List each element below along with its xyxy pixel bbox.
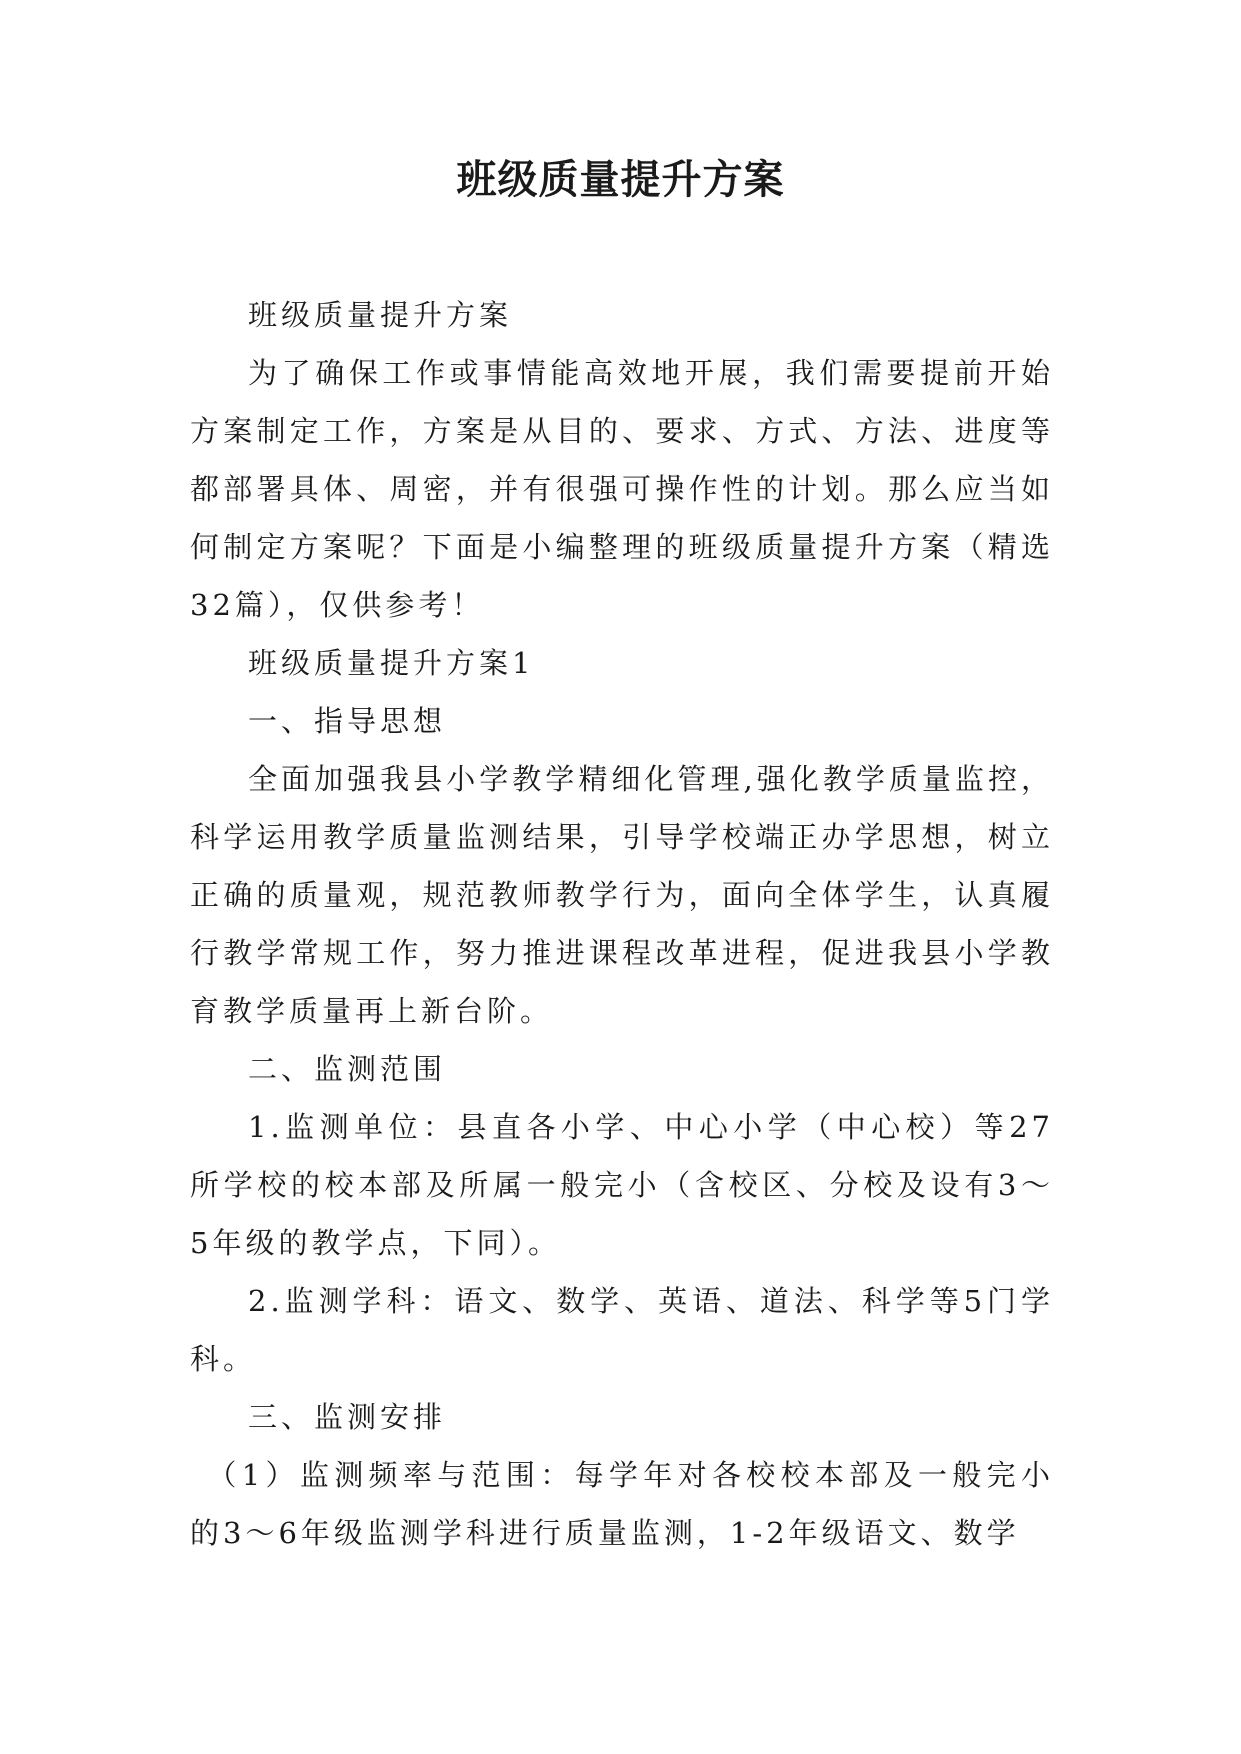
paragraph-subtitle: 班级质量提升方案: [248, 298, 513, 332]
paragraph-monitoring-frequency: （1）监测频率与范围：每学年对各校校本部及一般完小的3～6年级监测学科进行质量监测，1-2年级语文、数学: [190, 1458, 1054, 1550]
paragraph-heading-monitoring-scope: 二、监测范围: [248, 1052, 447, 1086]
paragraph-monitoring-subjects: 2.监测学科：语文、数学、英语、道法、科学等5门学科。: [190, 1284, 1054, 1376]
paragraph-heading-monitoring-arrangement: 三、监测安排: [248, 1400, 447, 1434]
paragraph-intro: 为了确保工作或事情能高效地开展，我们需要提前开始方案制定工作，方案是从目的、要求、方式、方法、进度等都部署具体、周密，并有很强可操作性的计划。那么应当如何制定方案呢？下面是小编整理的班级质量提升方案（精选32篇），仅供参考！: [190, 356, 1054, 622]
document-title: 班级质量提升方案: [456, 156, 785, 203]
document-body: [190, 286, 1054, 1562]
paragraph-guiding-ideology: 全面加强我县小学教学精细化管理,强化教学质量监控，科学运用教学质量监测结果，引导学校端正办学思想，树立正确的质量观，规范教师教学行为，面向全体学生，认真履行教学常规工作，努力推进课程改革进程，促进我县小学教育教学质量再上新台阶。: [190, 762, 1054, 1028]
paragraph-heading-guiding-ideology: 一、指导思想: [248, 704, 447, 738]
paragraph-monitoring-units: 1.监测单位：县直各小学、中心小学（中心校）等27所学校的校本部及所属一般完小（含校区、分校及设有3～5年级的教学点，下同）。: [190, 1110, 1054, 1260]
paragraph-section-heading: 班级质量提升方案1: [248, 646, 535, 680]
